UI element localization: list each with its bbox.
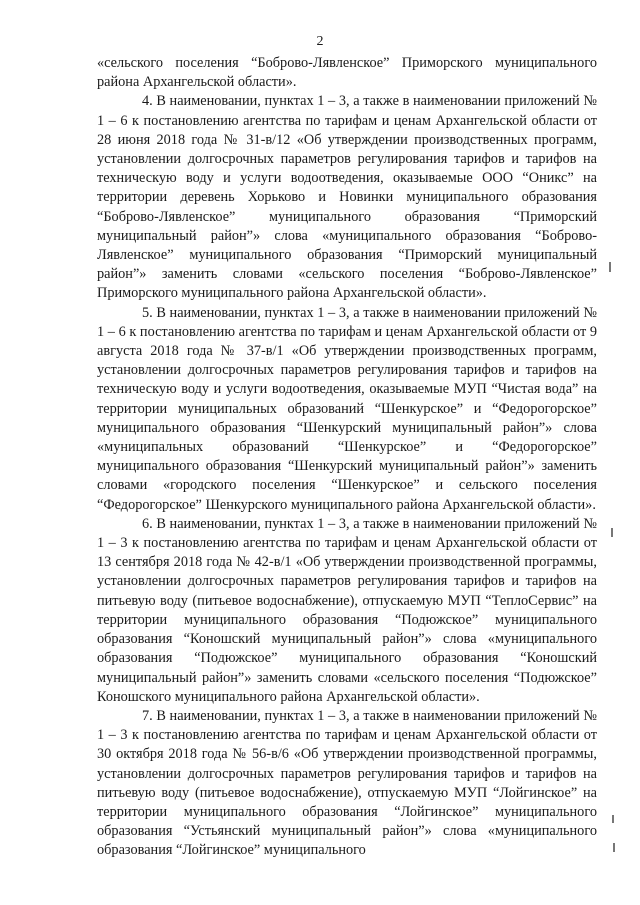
document-body: [97, 54, 597, 861]
scan-speck: [611, 528, 613, 537]
scan-speck: [612, 815, 614, 823]
paragraph-item-6: 6. В наименовании, пунктах 1 – 3, а также в наименовании приложений № 1 – 3 к постановлению агентства по тарифам и ценам Архангельской области от 13 сентября 2018 года № 42-в/1 «Об утверждении производственной программы, установлении долгосрочных параметров регулирования тарифов и тарифов на питьевую воду (питьевое водоснабжение), отпускаемую МУП “ТеплоСервис” на территории муниципального образования “Подюжское” муниципального образования “Коношский муниципальный район”» слова «муниципального образования “Подюжское” муниципального образования “Коношский муниципальный район”» заменить словами «сельского поселения “Подюжское” Коношского муниципального района Архангельской области».: [97, 515, 597, 705]
scan-speck: [613, 843, 615, 852]
paragraph-item-4: 4. В наименовании, пунктах 1 – 3, а также в наименовании приложений № 1 – 6 к постановлению агентства по тарифам и ценам Архангельской области от 28 июня 2018 года № 31-в/12 «Об утверждении производственных программ, установлении долгосрочных параметров регулирования тарифов и тарифов на техническую воду и услуги водоотведения, оказываемые ООО “Оникс” на территории деревень Хорьково и Новинки муниципального образования “Боброво-Лявленское” муниципального образования “Приморский муниципальный район”» слова «муниципального образования “Боброво-Лявленское” муниципального образования “Приморский муниципальный район”» заменить словами «сельского поселения “Боброво-Лявленское” Приморского муниципального района Архангельской области».: [97, 93, 597, 302]
page-number: 2: [316, 34, 324, 49]
paragraph-item-5: 5. В наименовании, пунктах 1 – 3, а также в наименовании приложений № 1 – 6 к постановлению агентства по тарифам и ценам Архангельской области от 9 августа 2018 года № 37-в/1 «Об утверждении производственных программ, установлении долгосрочных параметров регулирования тарифов и тарифов на техническую воду и услуги водоотведения, оказываемые МУП “Чистая вода” на территории муниципальных образований “Шенкурское” и “Федорогорское” муниципального образования “Шенкурский муниципальный район”» слова «муниципальных образований “Шенкурское” и “Федорогорское” муниципального образования “Шенкурский муниципальный район”» заменить словами «городского поселения “Шенкурское” и сельского поселения “Федорогорское” Шенкурского муниципального района Архангельской области».: [97, 304, 597, 513]
scan-speck: [609, 262, 611, 272]
paragraph-continuation: «сельского поселения “Боброво-Лявленское” Приморского муниципального района Архангельской области».: [97, 55, 597, 91]
paragraph-item-7: 7. В наименовании, пунктах 1 – 3, а также в наименовании приложений № 1 – 3 к постановлению агентства по тарифам и ценам Архангельской области от 30 октября 2018 года № 56-в/6 «Об утверждении производственной программы, установлении долгосрочных параметров регулирования тарифов и тарифов на питьевую воду (питьевое водоснабжение), отпускаемую МУП “Лойгинское” на территории муниципального образования “Лойгинское” муниципального образования “Устьянский муниципальный район”» слова «муниципального образования “Лойгинское” муниципального: [97, 707, 597, 859]
